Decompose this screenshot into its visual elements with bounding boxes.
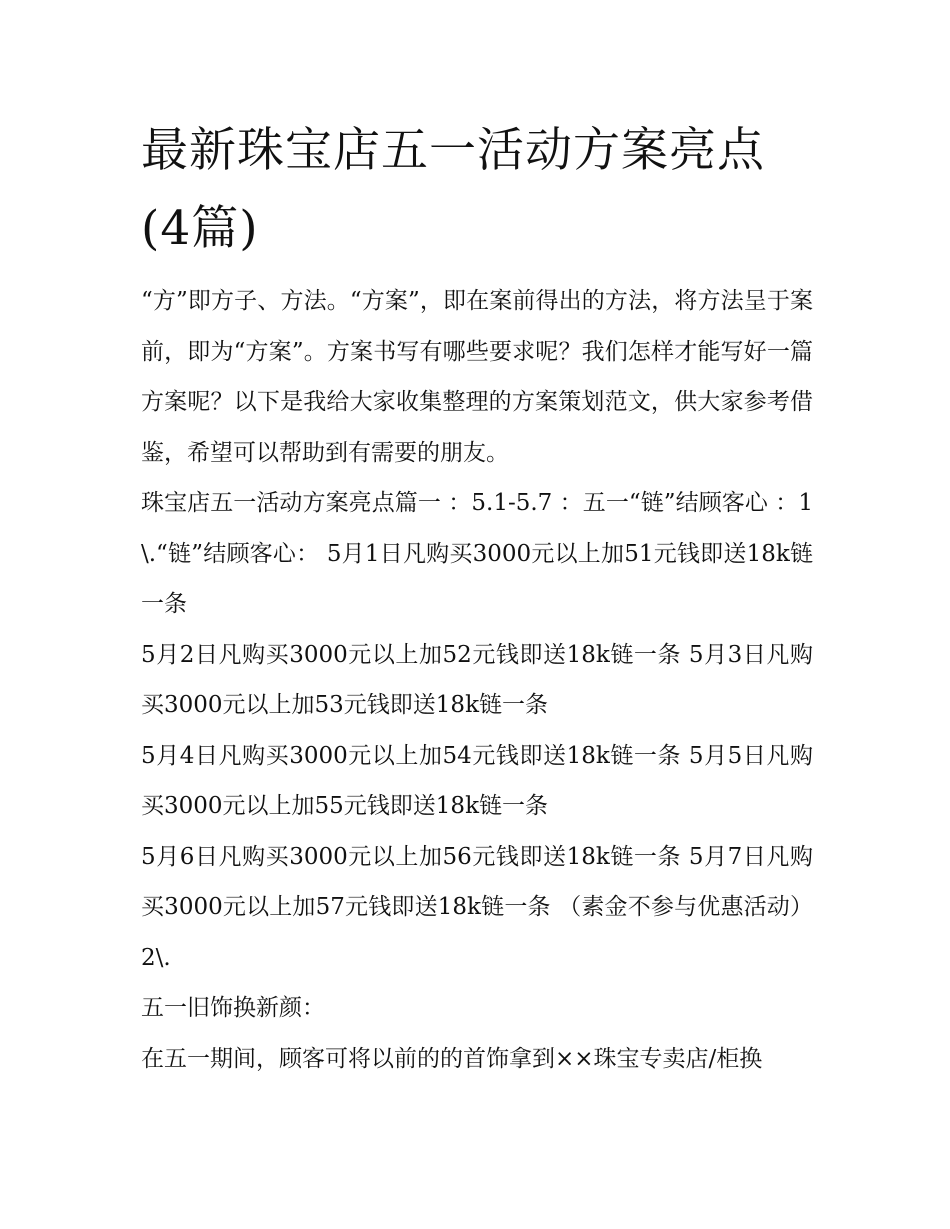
body-paragraph-1: 珠宝店五一活动方案亮点篇一 ：5.1-5.7 ：五一“链”结顾客心 ：1\.“链”结顾客心： 5月1日凡购买3000元以上加51元钱即送18k链一条 [141,490,813,617]
body-paragraph-2: 5月2日凡购买3000元以上加52元钱即送18k链一条 5月3日凡购买3000元以上加53元钱即送18k链一条 [141,641,813,718]
body-paragraph-4: 5月6日凡购买3000元以上加56元钱即送18k链一条 5月7日凡购买3000元以上加57元钱即送18k链一条 （素金不参与优惠活动） 2\. [141,843,813,971]
document-page [141,112,813,1084]
body-paragraph-6: 在五一期间，顾客可将以前的的首饰拿到××珠宝专卖店/柜换 [141,1045,763,1072]
section-heading: 五一旧饰换新颜： [141,995,325,1021]
intro-paragraph: “方”即方子、方法。“方案”，即在案前得出的方法，将方法呈于案前，即为“方案”。方案书写有哪些要求呢？我们怎样才能写好一篇方案呢？以下是我给大家收集整理的方案策划范文，供大家参考借鉴，希望可以帮助到有需要的朋友。 [141,288,813,466]
document-title: 最新珠宝店五一活动方案亮点(4篇) [141,123,765,256]
body-paragraph-3: 5月4日凡购买3000元以上加54元钱即送18k链一条 5月5日凡购买3000元以上加55元钱即送18k链一条 [141,742,813,819]
